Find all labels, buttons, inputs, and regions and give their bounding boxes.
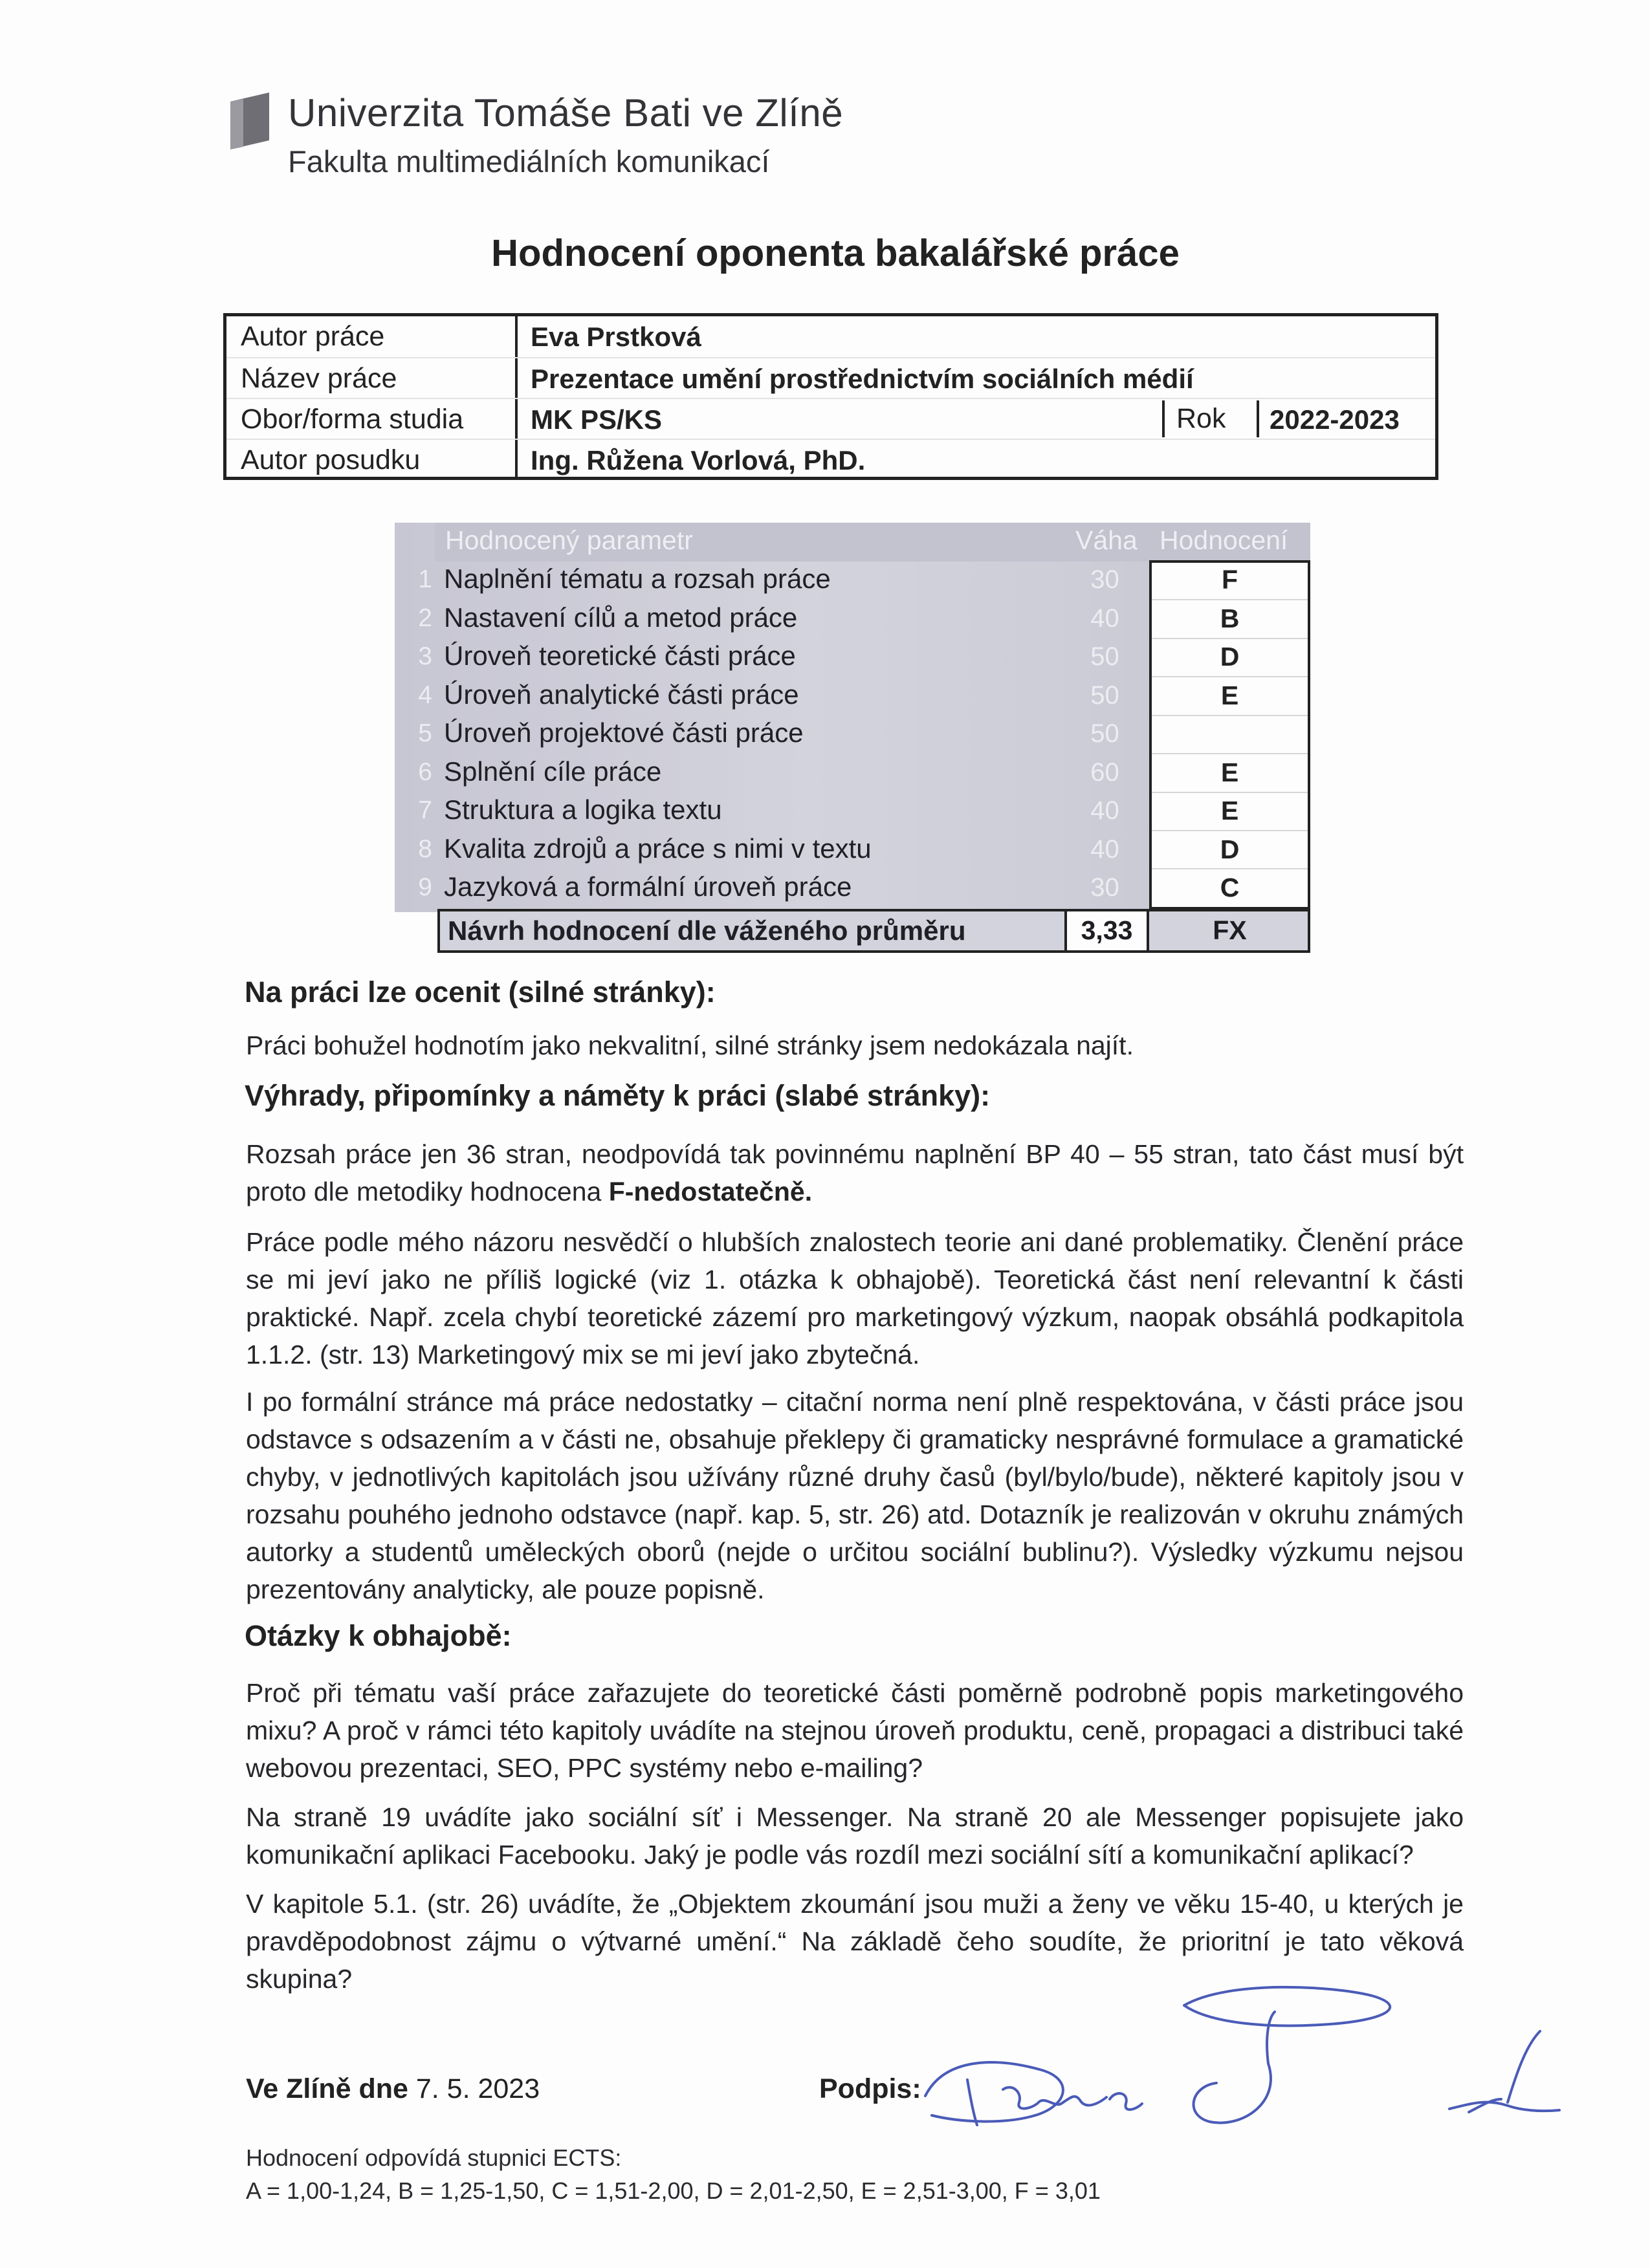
year-value: 2022-2023	[1270, 404, 1400, 435]
author-label: Autor práce	[241, 321, 385, 352]
param-column-header: Hodnocený parametr	[445, 525, 693, 555]
info-row-author	[226, 316, 1435, 357]
row-number: 5	[418, 719, 432, 747]
questions-heading: Otázky k obhajobě:	[245, 1619, 512, 1652]
question-1: Proč při tématu vaší práce zařazujete do teoretické části poměrně podrobně popis marketingového mixu? A proč v rámci této kapitoly uvádíte na stejnou úroveň produktu, ceně, propagaci a distribuci také webovou prezentaci, SEO, PPC systémy nebo e-mailing?	[246, 1678, 1464, 1783]
weaknesses-paragraph-1: Rozsah práce jen 36 stran, neodpovídá tak povinnému naplnění BP 40 – 55 stran, tato část musí být proto dle metodiky hodnocena F-nedostatečně.	[246, 1139, 1464, 1206]
param-rating: E	[1220, 796, 1239, 825]
param-label: Struktura a logika textu	[444, 794, 722, 825]
param-label: Kvalita zdrojů a práce s nimi v textu	[444, 833, 872, 864]
rating-column-header: Hodnocení	[1160, 525, 1288, 555]
field-value: MK PS/KS	[531, 404, 663, 435]
row-number: 8	[418, 835, 432, 863]
row-number: 9	[418, 873, 432, 901]
param-weight: 40	[1090, 796, 1119, 825]
param-rating: D	[1220, 834, 1240, 864]
summary-rating: FX	[1213, 915, 1247, 945]
weaknesses-paragraph-3: I po formální stránce má práce nedostatky – citační norma není plně respektována, v části práce jsou odstavce s odsazením a v části ne, obsahuje překlepy či gramaticky nesprávné formulace a gramatické chyby, v jednotlivých kapitolách jsou užívány různé druhy časů (byl/bylo/bude), některé kapitoly jsou v rozsahu pouhého jednoho odstavce (např. kap. 5, str. 26) atd. Dotazník je realizován v okruhu známých autorky a studentů uměleckých oborů (nejde o určitou sociální bublinu?). Výsledky výzkumu nejsou prezentovány analyticky, ale pouze popisně.	[246, 1387, 1464, 1604]
weaknesses-heading: Výhrady, připomínky a náměty k práci (slabé stránky):	[245, 1079, 991, 1112]
param-label: Splnění cíle práce	[444, 756, 662, 787]
row-number: 7	[418, 796, 432, 824]
strengths-text: Práci bohužel hodnotím jako nekvalitní, silné stránky jsem nedokázala najít.	[246, 1030, 1134, 1060]
row-number: 3	[418, 642, 432, 670]
param-rating: C	[1220, 873, 1240, 902]
field-label: Obor/forma studia	[241, 404, 464, 435]
year-divider-right	[1257, 400, 1259, 437]
thesis-title-value: Prezentace umění prostřednictvím sociálních médií	[531, 364, 1194, 394]
weight-column-header: Váha	[1075, 525, 1138, 555]
param-rating: E	[1220, 681, 1239, 710]
info-row-field	[226, 398, 1435, 440]
param-label: Naplnění tématu a rozsah práce	[444, 563, 831, 594]
place-label: Ve Zlíně dne	[246, 2073, 408, 2104]
param-weight: 50	[1090, 681, 1119, 710]
signature-label: Podpis:	[819, 2073, 921, 2104]
place-date	[246, 2073, 540, 2105]
thesis-title-label: Název práce	[241, 363, 397, 394]
param-rating: B	[1220, 604, 1240, 633]
param-weight: 60	[1090, 758, 1119, 787]
param-rating: F	[1221, 565, 1238, 594]
param-weight: 50	[1090, 642, 1119, 671]
summary-average-value: 3,33	[1081, 915, 1133, 945]
param-weight: 40	[1090, 835, 1119, 864]
faculty-name: Fakulta multimediálních komunikací	[288, 144, 770, 179]
param-weight: 30	[1090, 873, 1119, 902]
grade-emphasis: F-nedostatečně.	[608, 1177, 813, 1206]
param-weight: 50	[1090, 719, 1119, 748]
row-number: 2	[418, 604, 432, 632]
question-3: V kapitole 5.1. (str. 26) uvádíte, že „Objektem zkoumání jsou muži a ženy ve věku 15-40, u kterých je pravděpodobnost zájmu o výtvarné umění.“ Na základě čeho soudíte, že prioritní je tato věková skupina?	[246, 1889, 1464, 1994]
reviewer-label: Autor posudku	[241, 444, 421, 475]
param-rating: E	[1220, 758, 1239, 787]
info-row-title	[226, 357, 1435, 399]
ects-scale-title: Hodnocení odpovídá stupnici ECTS:	[246, 2144, 622, 2171]
param-label: Jazyková a formální úroveň práce	[444, 871, 852, 902]
info-row-reviewer	[226, 439, 1435, 481]
thesis-info-table	[223, 313, 1438, 480]
param-weight: 40	[1090, 604, 1119, 633]
summary-weight-cell	[1064, 911, 1149, 950]
weaknesses-paragraph-2: Práce podle mého názoru nesvědčí o hlubších znalostech teorie ani dané problematiky. Členění práce se mi jeví jako ne příliš logické (viz 1. otázka k obhajobě). Teoretická část není relevantní k části praktické. Např. zcela chybí teoretické zázemí pro marketingový výzkum, naopak obsáhlá podkapitola 1.1.2. (str. 13) Marketingový mix se mi jeví jako zbytečná.	[246, 1227, 1464, 1369]
university-name: Univerzita Tomáše Bati ve Zlíně	[288, 91, 844, 135]
year-divider-left	[1162, 400, 1165, 437]
summary-label: Návrh hodnocení dle váženého průměru	[448, 915, 966, 946]
param-label: Úroveň analytické části práce	[444, 679, 799, 710]
date-value: 7. 5. 2023	[415, 2073, 540, 2104]
row-number: 4	[418, 681, 432, 709]
ects-scale-values: A = 1,00-1,24, B = 1,25-1,50, C = 1,51-2,00, D = 2,01-2,50, E = 2,51-3,00, F = 3,01	[246, 2177, 1101, 2204]
param-label: Úroveň teoretické části práce	[444, 640, 796, 671]
param-label: Nastavení cílů a metod práce	[444, 602, 798, 633]
param-label: Úroveň projektové části práce	[444, 717, 804, 748]
param-rating: D	[1220, 642, 1240, 671]
strengths-heading: Na práci lze ocenit (silné stránky):	[245, 976, 716, 1009]
handwritten-signature	[906, 1960, 1592, 2141]
weighted-average-row	[437, 909, 1310, 953]
document-title: Hodnocení oponenta bakalářské práce	[491, 232, 1180, 274]
question-2: Na straně 19 uvádíte jako sociální síť i Messenger. Na straně 20 ale Messenger popisujete jako komunikační aplikaci Facebooku. Jaký je podle vás rozdíl mezi sociální sítí a komunikační aplikací?	[246, 1802, 1464, 1870]
author-value: Eva Prstková	[531, 322, 701, 352]
university-logo-icon	[230, 93, 269, 149]
reviewer-value: Ing. Růžena Vorlová, PhD.	[531, 445, 866, 475]
param-weight: 30	[1090, 565, 1119, 594]
row-number: 6	[418, 758, 432, 786]
row-number: 1	[418, 565, 432, 593]
year-label: Rok	[1176, 403, 1226, 434]
